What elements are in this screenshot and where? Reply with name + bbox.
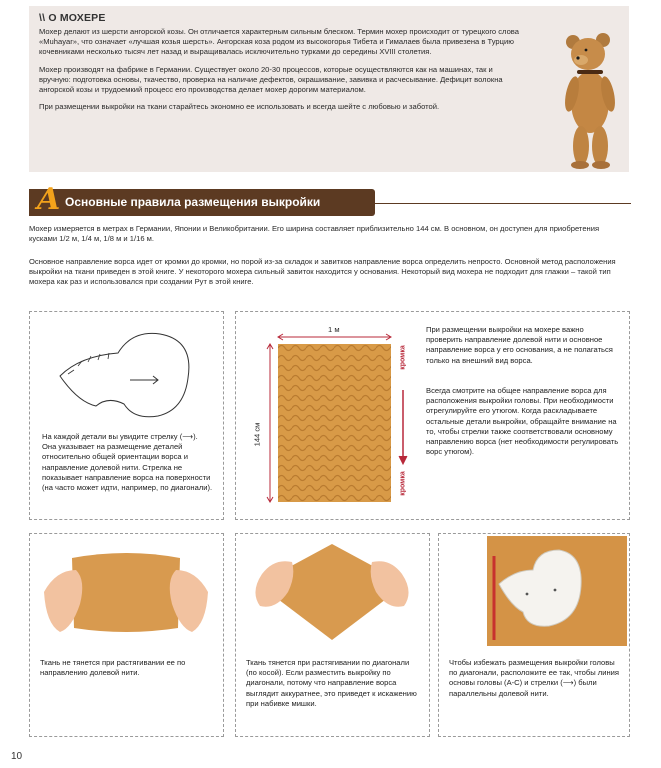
- fabric-diagram: [236, 312, 416, 519]
- body-paragraph: Основное направление ворса идет от кромки до кромки, но порой из-за складок и завитков направление ворса определить непросто. Основной метод расположения выкройки на ткани приведен в этой книге. У некоторого мохера сильный завиток находится у основания. Некоторый вид мохера не подходит для глажки – такой тип мохера как раз и использовался при создании Рут в этой книге.: [29, 257, 616, 287]
- section-banner: [29, 182, 375, 217]
- pattern-caption: На каждой детали вы увидите стрелку (⟶). Она указывает на размещение деталей относительно общей ориентации ворса и направление долевой нити. Стрелка не показывает направление ворса на поверхности (на часто может идти, например, по диагонали).: [42, 432, 213, 493]
- page-number: 10: [11, 751, 23, 762]
- intro-paragraph: При размещении выкройки на ткани старайтесь экономно ее использовать и всегда шейте с любовью и заботой.: [39, 102, 440, 112]
- section-letter: A: [37, 182, 61, 217]
- fabric-panel: [235, 311, 630, 520]
- fabric-caption-2: Всегда смотрите на общее направление ворса для расположения выкройки головы. При необходимости отрегулируйте его утюгом. Когда раскладываете остальные детали выкройки, обращайте внимание на то, чтобы стрелки также соответствовали основному направлению ворса (нет необходимости регулировать ворс утюгом).: [426, 386, 619, 457]
- fabric-width-label: 1 м: [325, 325, 343, 334]
- fabric-length-label: 144 см: [252, 422, 262, 447]
- intro-paragraph: Мохер производят на фабрике в Германии. Существует около 20-30 процессов, которые осуществляются как на машинах, так и вручную: подготовка основы, ткачество, проверка на наличие дефектов, окрашивание, завивка и расчесывание. Дефицит волокна ангорской козы и трудоемкий процесс его производства делает мохер дорогим материалом.: [39, 64, 503, 95]
- selvage-label-top: кромка: [399, 345, 407, 370]
- photo1-caption: Ткань не тянется при растягивании ее по направлению долевой нити.: [40, 658, 186, 678]
- section-title: Основные правила размещения выкройки: [65, 195, 321, 209]
- photo3-caption: Чтобы избежать размещения выкройки головы по диагонали, расположите ее так, чтобы линия основы головы (A-C) и стрелки (⟶) были параллельны долевой нити.: [449, 658, 620, 698]
- intro-title: \\ О МОХЕРЕ: [39, 12, 106, 24]
- head-pattern-on-fabric-photo: [487, 536, 627, 646]
- mohair-fabric: [278, 344, 391, 502]
- fabric-caption-1: При размещении выкройки на мохере важно проверить направление долевой нити и основное направление ворса у его основания, а не полагаться только на внешний вид ворса.: [426, 325, 613, 365]
- head-pattern-drawing: [48, 320, 208, 430]
- section-rule: [375, 203, 631, 204]
- mohair-bear-illustration: [553, 20, 623, 170]
- intro-text: [39, 27, 519, 119]
- intro-paragraph: Мохер делают из шерсти ангорской козы. Он отличается характерным сильным блеском. Термин мохер происходит от турецкого слова «Muhayar», что означает «лучшая козья шерсть». Ангорская коза родом из высокогорья Тибета и Гималаев была привезена в Турцию кочевниками несколько тысяч лет назад и выращивалась исключительно турками до середины XVIII столетия.: [39, 27, 519, 57]
- intro-box: [29, 6, 629, 172]
- photo-panel-3: [438, 533, 630, 737]
- body-paragraph: Мохер измеряется в метрах в Германии, Японии и Великобритании. Его ширина составляет приблизительно 144 см. В основном, он доступен для приобретения кусками 1/2 м, 1/4 м, 1/8 м и 1/16 м.: [29, 224, 600, 244]
- photo-panel-1: [29, 533, 224, 737]
- photo2-caption: Ткань тянется при растягивании по диагонали (по косой). Если разместить выкройку по диагонали, потому что направление ворса выглядит аккуратнее, это приведет к искажению при набивке мишки.: [246, 658, 417, 708]
- pattern-panel: [29, 311, 224, 520]
- fabric-straight-stretch-photo: [34, 540, 218, 644]
- photo-panel-2: [235, 533, 430, 737]
- selvage-label-bottom: кромка: [399, 471, 407, 496]
- fabric-bias-stretch-photo: [240, 540, 424, 644]
